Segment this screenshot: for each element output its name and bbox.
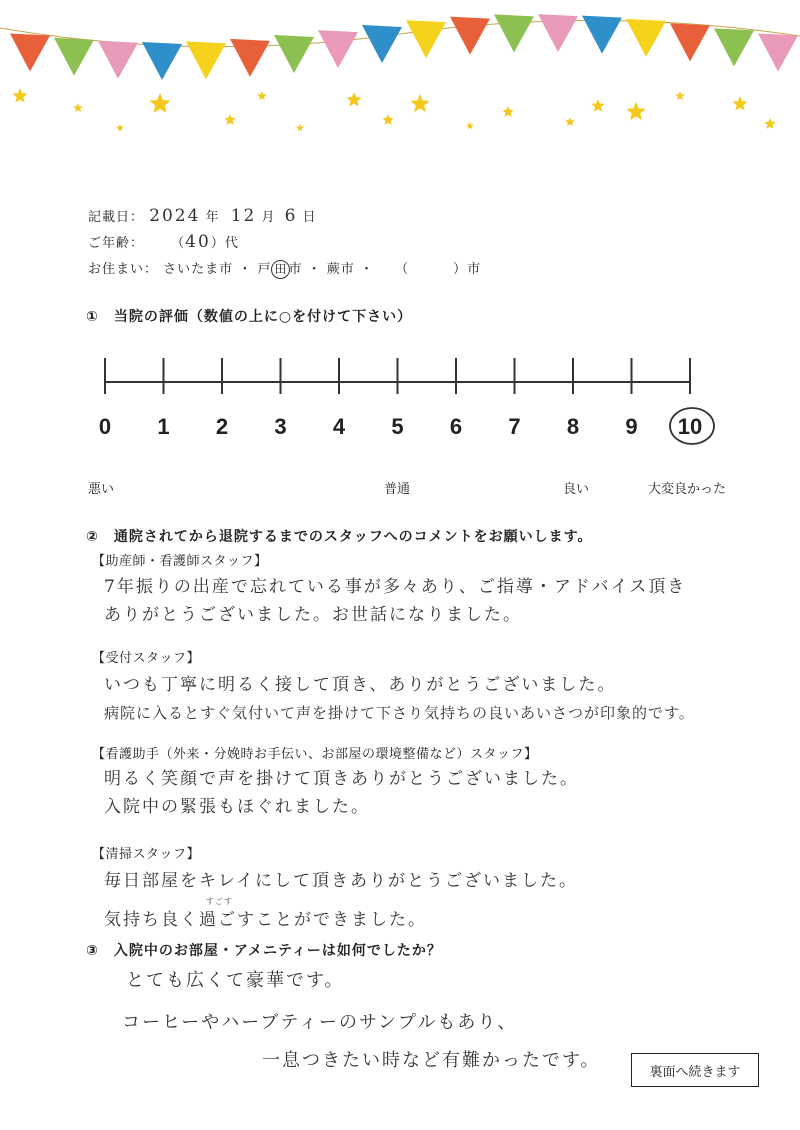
address-other-open: （ bbox=[395, 262, 410, 277]
star-icon bbox=[591, 99, 604, 112]
scale-label: 4 bbox=[332, 414, 346, 439]
comment-midwife-line1: 7年振りの出産で忘れている事が多々あり、ご指導・アドバイス頂き bbox=[104, 577, 687, 597]
date-year: 2024 bbox=[149, 206, 201, 226]
scale-anchor-excellent: 大変良かった bbox=[648, 482, 727, 497]
star-icon bbox=[150, 93, 171, 113]
staff-label-midwife: 【助産師・看護師スタッフ】 bbox=[92, 554, 268, 569]
address-option-toda: 戸 田市 bbox=[257, 262, 303, 277]
q2-title-text: 通院されてから退院するまでのスタッフへのコメントをお願いします。 bbox=[113, 529, 593, 545]
star-icon bbox=[675, 91, 685, 100]
address-option-saitama: さいたま市 bbox=[163, 262, 234, 277]
age-close: ）代 bbox=[210, 236, 239, 251]
scale-anchor-good: 良い bbox=[563, 482, 590, 497]
date-row bbox=[88, 206, 317, 226]
star-icon bbox=[502, 106, 513, 117]
bunting-flag bbox=[494, 14, 534, 52]
star-icon bbox=[116, 124, 124, 131]
bunting-flag bbox=[142, 42, 182, 80]
star-icon bbox=[296, 124, 304, 131]
q3-title-text: 入院中のお部屋・アメニティーは如何でしたか？ bbox=[113, 943, 442, 959]
scale-label: 1 bbox=[157, 414, 170, 439]
bunting-flag bbox=[714, 28, 754, 66]
address-label: お住まい： bbox=[88, 262, 159, 277]
comment-assistant-line2: 入院中の緊張もほぐれました。 bbox=[104, 797, 370, 817]
date-month: 12 bbox=[230, 206, 257, 226]
date-month-unit: 月 bbox=[261, 210, 276, 225]
q3-number: ③ bbox=[86, 943, 99, 959]
star-icon bbox=[346, 92, 361, 107]
star-icon bbox=[257, 91, 267, 100]
bunting-flag bbox=[318, 30, 358, 68]
q3-title bbox=[86, 940, 442, 960]
scale-label: 9 bbox=[625, 414, 638, 439]
date-day-unit: 日 bbox=[302, 210, 317, 225]
staff-label-reception: 【受付スタッフ】 bbox=[92, 651, 201, 666]
separator: ・ bbox=[359, 262, 374, 277]
bunting-flag bbox=[362, 25, 402, 63]
comment-reception-line2: 病院に入るとすぐ気付いて声を掛けて下さり気持ちの良いあいさつが印象的です。 bbox=[104, 704, 695, 722]
scale-label: 2 bbox=[215, 414, 229, 439]
date-year-unit: 年 bbox=[205, 210, 220, 225]
q2-number: ② bbox=[86, 529, 99, 545]
furigana-note: すごす bbox=[206, 897, 233, 906]
star-icon bbox=[565, 117, 575, 126]
comment-cleaning-line1: 毎日部屋をキレイにして頂きありがとうございました。 bbox=[104, 871, 578, 891]
bunting-flag bbox=[54, 38, 94, 76]
star-icon bbox=[224, 114, 235, 125]
q2-title bbox=[86, 526, 592, 546]
rating-scale bbox=[88, 352, 728, 452]
bunting-flag bbox=[10, 33, 50, 71]
continue-text: 裏面へ続きます bbox=[649, 1064, 741, 1080]
comment-midwife-line2: ありがとうございました。お世話になりました。 bbox=[104, 605, 522, 625]
scale-anchor-bad: 悪い bbox=[88, 482, 115, 497]
separator: ・ bbox=[307, 262, 322, 277]
date-day: 6 bbox=[284, 206, 298, 226]
scale-label: 5 bbox=[391, 414, 404, 439]
bunting-flag bbox=[406, 20, 446, 58]
q1-title bbox=[86, 306, 412, 326]
star-icon bbox=[627, 102, 646, 120]
scale-label: 3 bbox=[274, 414, 287, 439]
bunting-flag bbox=[274, 35, 314, 73]
q1-number: ① bbox=[86, 309, 99, 325]
circle-mark: 田 bbox=[271, 260, 290, 279]
scale-anchor-normal: 普通 bbox=[384, 482, 411, 497]
star-icon bbox=[764, 118, 775, 129]
bunting-flag bbox=[230, 39, 270, 77]
bunting-flag bbox=[758, 33, 798, 71]
bunting-banner bbox=[0, 0, 800, 140]
comment-room-line1: とても広くて豪華です。 bbox=[126, 970, 345, 991]
address-other-close: ）市 bbox=[453, 262, 482, 277]
bunting-flag bbox=[538, 14, 578, 52]
star-icon bbox=[73, 103, 83, 112]
age-label: ご年齢： bbox=[88, 236, 145, 251]
age-row bbox=[88, 232, 239, 252]
comment-assistant-line1: 明るく笑顔で声を掛けて頂きありがとうございました。 bbox=[104, 769, 579, 789]
bunting-flag bbox=[98, 41, 138, 79]
bunting-flag bbox=[626, 19, 666, 57]
staff-label-assistant: 【看護助手（外来・分娩時お手伝い、お部屋の環境整備など）スタッフ】 bbox=[92, 747, 538, 762]
address-option-warabi: 蕨市 bbox=[326, 262, 355, 277]
address-row bbox=[88, 258, 481, 279]
star-icon bbox=[382, 114, 393, 125]
scale-label: 0 bbox=[98, 414, 112, 439]
date-label: 記載日： bbox=[88, 210, 145, 225]
comment-room-line3: 一息つきたい時など有難かったです。 bbox=[262, 1050, 601, 1071]
comment-cleaning-line2: 気持ち良く過ごすことができました。 bbox=[104, 910, 427, 930]
continue-note bbox=[631, 1053, 759, 1087]
age-value: 40 bbox=[185, 232, 211, 252]
star-icon bbox=[466, 122, 474, 129]
bunting-flag bbox=[670, 23, 710, 61]
staff-label-cleaning: 【清掃スタッフ】 bbox=[92, 847, 201, 862]
comment-room-line2: コーヒーやハーブティーのサンプルもあり、 bbox=[122, 1012, 518, 1033]
scale-label: 7 bbox=[508, 414, 521, 439]
q1-title-text: 当院の評価（数値の上に○を付けて下さい） bbox=[113, 309, 413, 325]
bunting-flag bbox=[450, 17, 490, 55]
star-icon bbox=[12, 88, 27, 103]
bunting-flag bbox=[582, 16, 622, 54]
star-icon bbox=[732, 96, 747, 111]
star-icon bbox=[411, 94, 430, 112]
scale-label: 10 bbox=[677, 414, 703, 439]
bunting-flag bbox=[186, 41, 226, 79]
scale-label: 8 bbox=[566, 414, 580, 439]
comment-reception-line1: いつも丁寧に明るく接して頂き、ありがとうございました。 bbox=[104, 675, 617, 695]
scale-label: 6 bbox=[449, 414, 463, 439]
age-open: （ bbox=[171, 236, 186, 251]
separator: ・ bbox=[238, 262, 253, 277]
